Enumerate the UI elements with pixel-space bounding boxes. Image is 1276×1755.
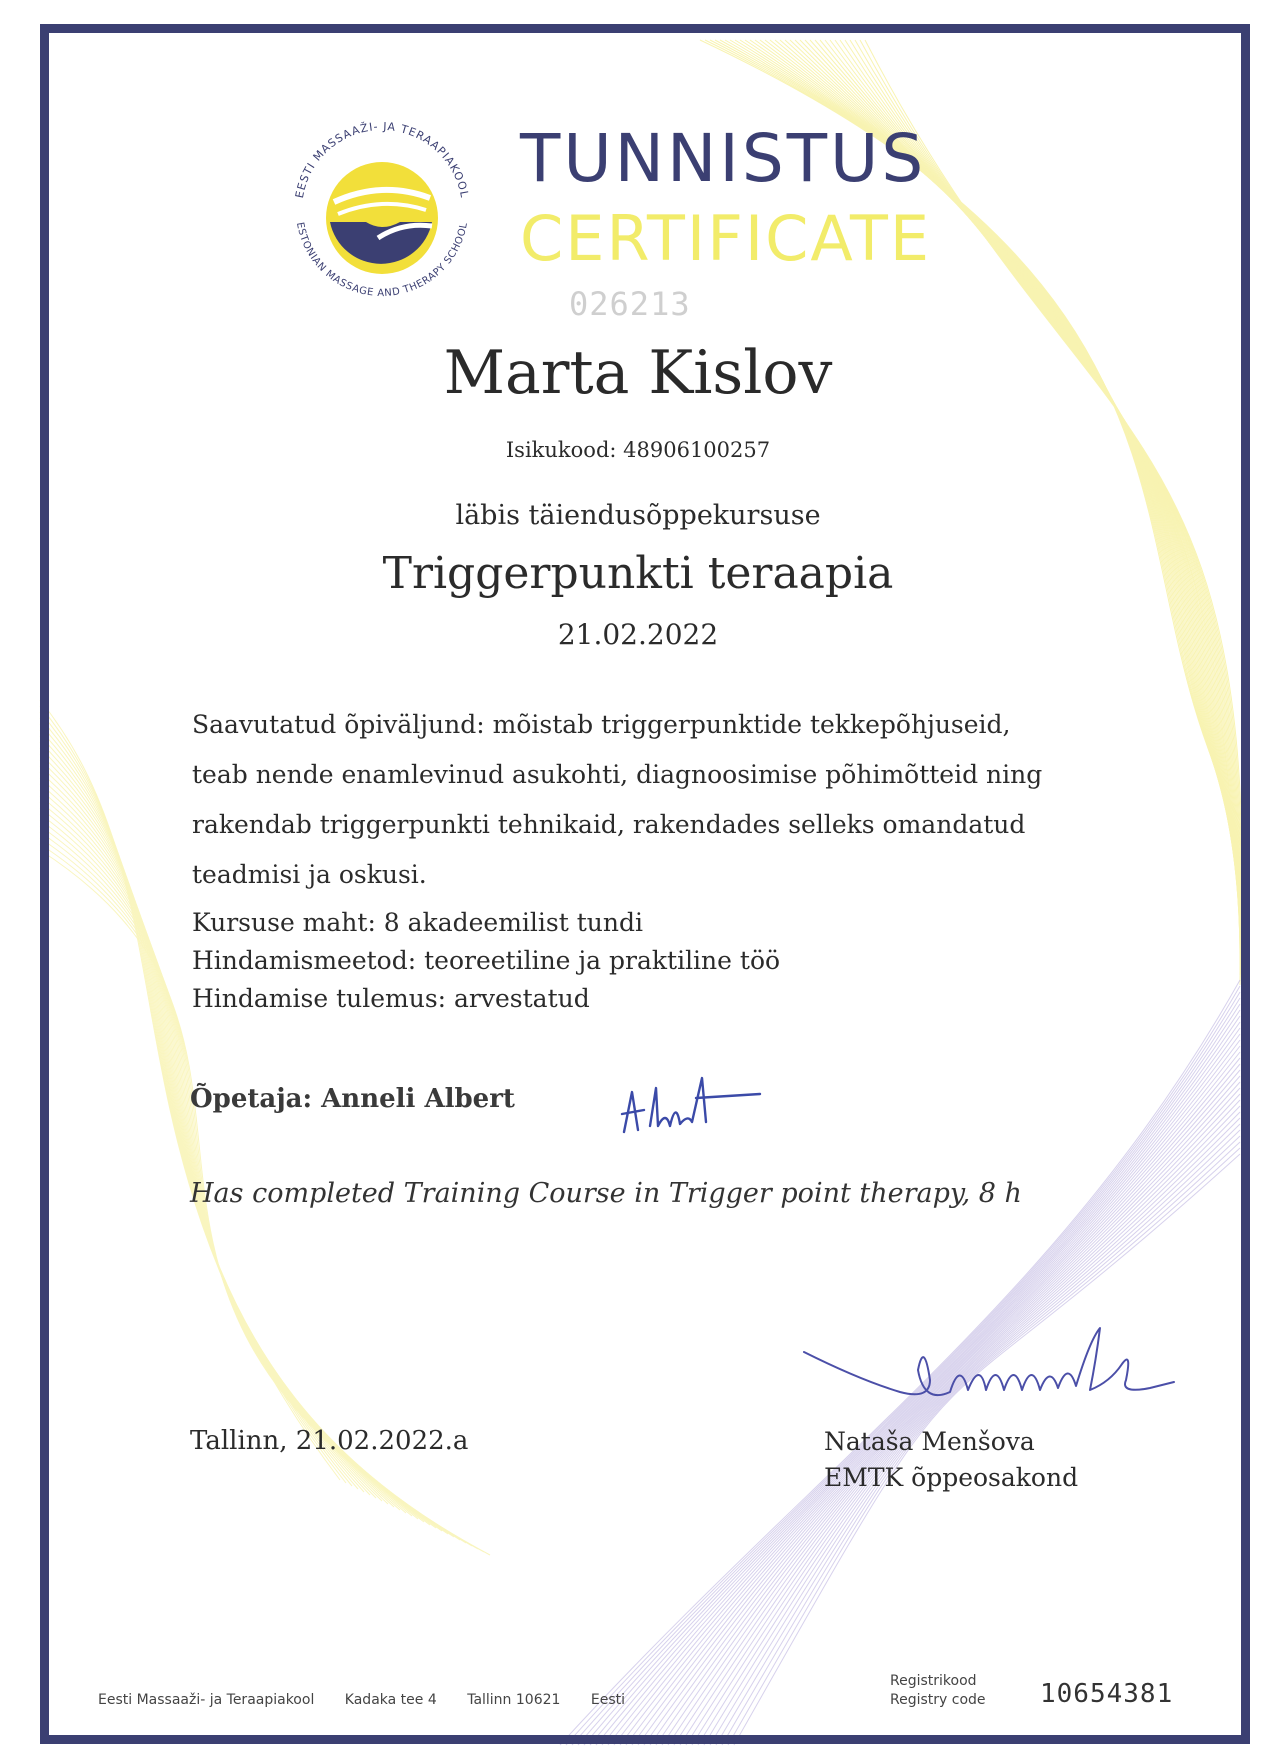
serial-number: 026213 (569, 285, 691, 323)
course-date: 21.02.2022 (557, 618, 719, 651)
footer-city: Tallinn 10621 (467, 1692, 561, 1708)
course-details (192, 904, 780, 1018)
assessment-methods: Hindamismeetod: teoreetiline ja praktiline töö (192, 946, 781, 975)
teacher-signature (610, 1070, 770, 1150)
footer-street: Kadaka tee 4 (344, 1692, 437, 1708)
footer-address (98, 1692, 651, 1708)
english-summary: Has completed Training Course in Trigger point therapy, 8 h (190, 1178, 1022, 1209)
registry-code: 10654381 (1040, 1679, 1174, 1709)
footer-country: Eesti (590, 1692, 626, 1708)
course-volume: Kursuse maht: 8 akadeemilist tundi (192, 908, 643, 937)
teacher-name: Õpetaja: Anneli Albert (190, 1084, 515, 1114)
footer-school: Eesti Massaaži- ja Teraapiakool (98, 1692, 315, 1708)
signer-block (824, 1424, 1078, 1496)
learning-outcome: Saavutatud õpiväljund: mõistab triggerpunktide tekkepõhjuseid, teab nende enamlevinud asukohti, diagnoosimise põhimõtteid ning rakendab triggerpunkti tehnikaid, rakendades selleks omandatud teadmisi ja oskusi. (192, 710, 1043, 889)
signer-signature (800, 1320, 1180, 1430)
school-logo (282, 110, 482, 310)
logo-ring-text-bottom: ESTONIAN MASSAGE AND THERAPY SCHOOL (293, 221, 471, 300)
title-english: CERTIFICATE (520, 202, 932, 275)
course-title: Triggerpunkti teraapia (382, 548, 894, 599)
signer-department: EMTK õppeosakond (824, 1463, 1079, 1492)
logo-ring-text-top: EESTI MASSAAŽI- JA TERAAPIAKOOL (292, 119, 472, 200)
recipient-id-code: Isikukood: 48906100257 (505, 438, 771, 462)
registry-label (890, 1672, 986, 1710)
recipient-name: Marta Kislov (443, 338, 833, 408)
registry-label-et: Registrikood (890, 1673, 977, 1689)
title-estonian: TUNNISTUS (520, 120, 927, 197)
assessment-result: Hindamise tulemus: arvestatud (192, 984, 590, 1013)
signer-name: Nataša Menšova (824, 1427, 1035, 1456)
place-and-date: Tallinn, 21.02.2022.a (190, 1426, 469, 1456)
registry-label-en: Registry code (890, 1692, 986, 1708)
passed-course-label: läbis täiendusõppekursuse (455, 500, 821, 531)
